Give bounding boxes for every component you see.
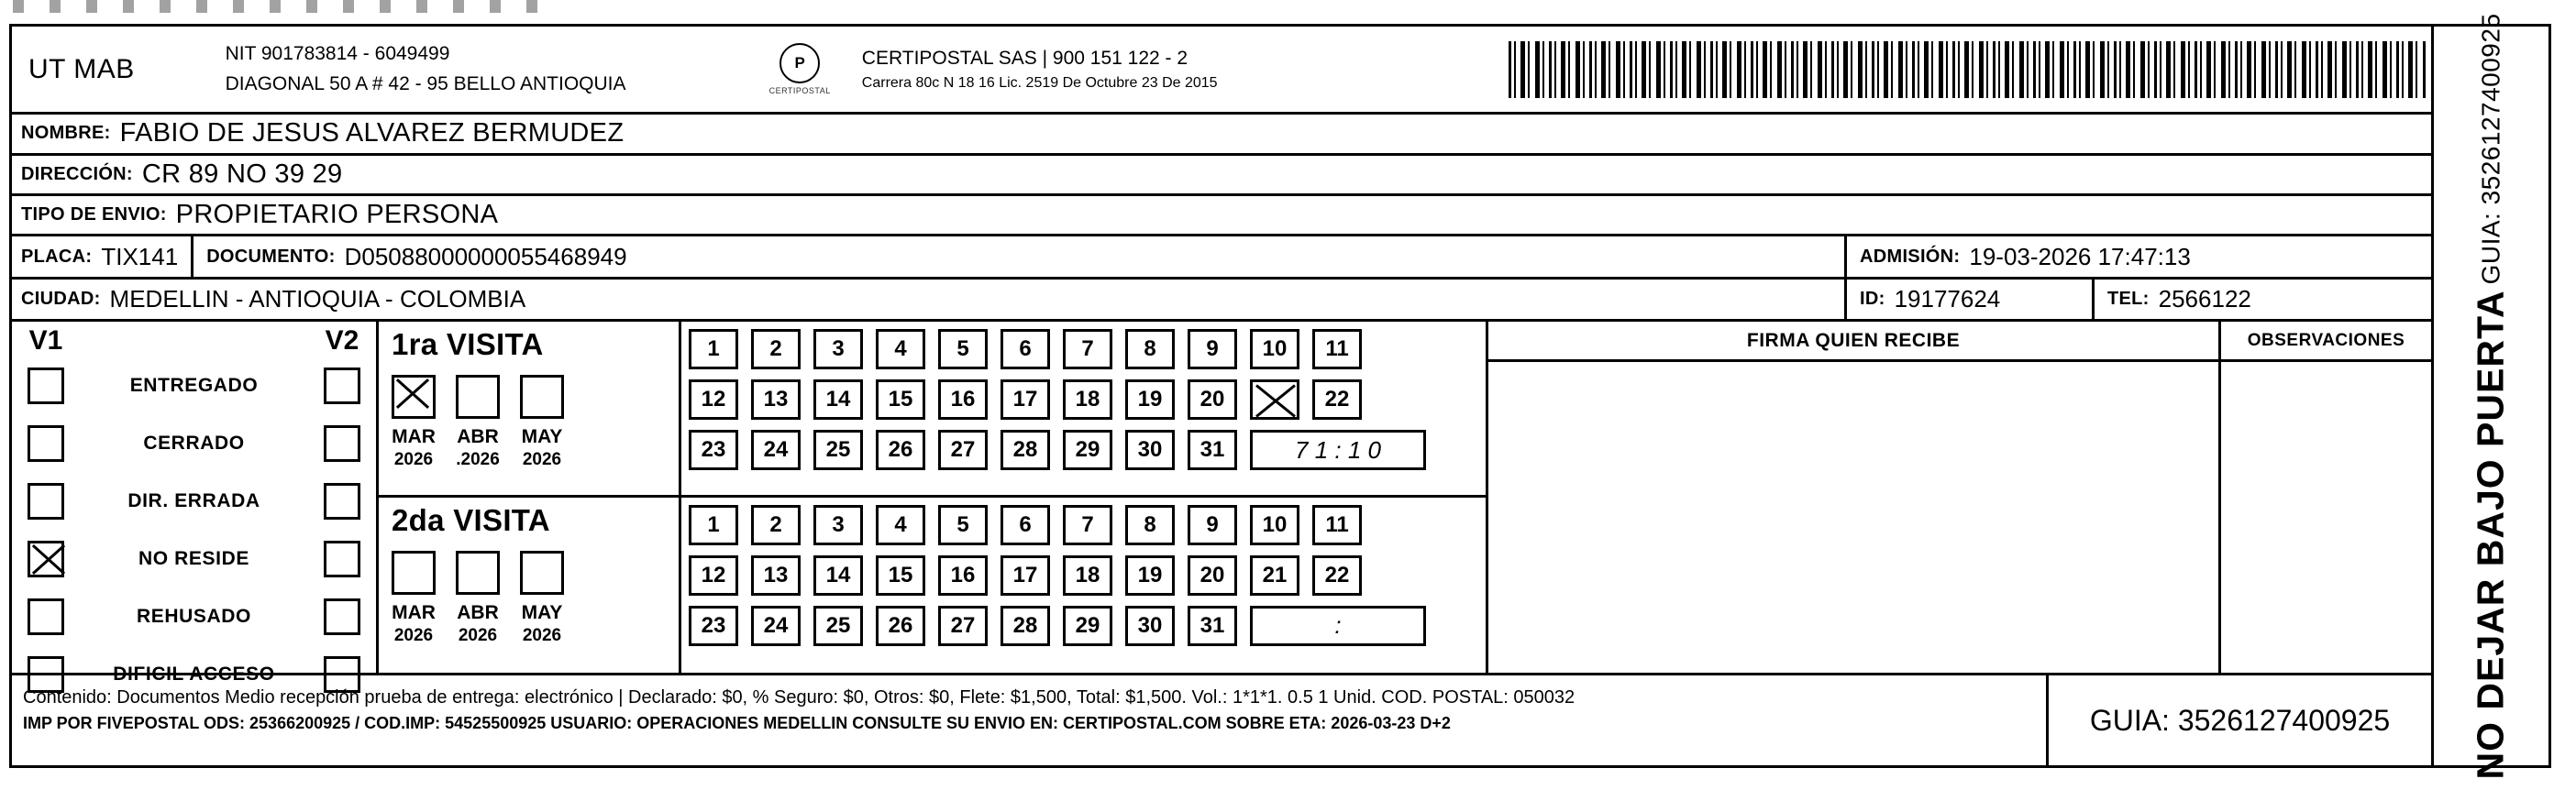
- day-cell[interactable]: 8: [1125, 329, 1175, 369]
- footer-content-line: Contenido: Documentos Medio recepción prueba de entrega: electrónico | Declarado: $0, % Seguro: $0, Otros: $0, Flete: $1,500, Total: $1,500. Vol.: 1*1*1. 0.5 1 Unid. COD. POSTAL: 050032: [23, 687, 1575, 708]
- status-label-no-reside: NO RESIDE: [138, 547, 249, 569]
- day-cell[interactable]: 31: [1188, 430, 1237, 470]
- row-placa-documento: [12, 236, 2431, 279]
- day-cell[interactable]: 24: [751, 430, 801, 470]
- visit1-month-mar: MAR: [392, 426, 436, 448]
- side-notice-strip: [2431, 12, 2548, 780]
- v1-header: V1: [28, 325, 63, 357]
- visit2-year-may: 2026: [522, 625, 562, 645]
- ciudad-value: MEDELLIN - ANTIOQUIA - COLOMBIA: [109, 284, 526, 313]
- signature-field[interactable]: [1488, 362, 2218, 673]
- day-cell[interactable]: 22: [1312, 555, 1362, 596]
- day-cell[interactable]: 15: [876, 379, 925, 420]
- visit-headers: [12, 325, 376, 357]
- status-row-cerrado: [12, 414, 376, 472]
- visit-column: [379, 322, 681, 673]
- id-cell: [1844, 280, 2092, 319]
- visit-2-month-names: [392, 602, 679, 624]
- certipostal-logo: [738, 43, 862, 95]
- day-cell[interactable]: 13: [751, 555, 801, 596]
- day-cell[interactable]: 9: [1188, 505, 1237, 545]
- row-direccion: [12, 156, 2431, 196]
- day-cell[interactable]: 23: [689, 606, 738, 646]
- visit2-year-abr: 2026: [458, 625, 498, 645]
- admision-value: 19-03-2026 17:47:13: [1969, 242, 2191, 270]
- ciudad-label: CIUDAD:: [21, 288, 101, 309]
- documento-value: D05088000000055468949: [344, 242, 627, 270]
- carrier-license: Carrera 80c N 18 16 Lic. 2519 De Octubre 23 De 2015: [861, 75, 1218, 92]
- company-address: [226, 39, 738, 99]
- status-label-dificil-acceso: DIFICIL ACCESO: [113, 663, 275, 685]
- slip-main-column: [12, 27, 2431, 765]
- day-cell[interactable]: 4: [876, 329, 925, 369]
- id-value: 19177624: [1894, 284, 2001, 313]
- observations-header: OBSERVACIONES: [2221, 322, 2431, 362]
- visit2-year-mar: 2026: [393, 625, 434, 645]
- checkbox-no-reside-v2[interactable]: [324, 541, 360, 577]
- day-cell[interactable]: 25: [813, 606, 863, 646]
- day-cell[interactable]: 20: [1188, 555, 1237, 596]
- tel-value: 2566122: [2158, 284, 2251, 313]
- visit-2-month-checkboxes: [392, 551, 679, 595]
- status-label-cerrado: CERRADO: [143, 432, 245, 454]
- day-cell[interactable]: 17: [1001, 555, 1050, 596]
- nombre-value: FABIO DE JESUS ALVAREZ BERMUDEZ: [119, 118, 625, 148]
- footer-text: [12, 675, 2046, 765]
- company-street: DIAGONAL 50 A # 42 - 95 BELLO ANTIOQUIA: [225, 72, 626, 94]
- barcode-icon: [1509, 41, 2426, 98]
- placa-value: TIX141: [101, 242, 179, 270]
- row-nombre: [12, 115, 2431, 155]
- day-cell[interactable]: 7: [1063, 329, 1112, 369]
- checkbox-no-reside-v1[interactable]: [28, 541, 64, 577]
- day-cell[interactable]: 29: [1063, 606, 1112, 646]
- day-cell[interactable]: 5: [938, 329, 988, 369]
- visit2-month-may: MAY: [521, 601, 563, 623]
- day-cell[interactable]: 28: [1001, 430, 1050, 470]
- day-cell[interactable]: 22: [1312, 379, 1362, 420]
- day-cell[interactable]: 7: [1063, 505, 1112, 545]
- tipo-value: PROPIETARIO PERSONA: [175, 200, 499, 230]
- day-cell[interactable]: 24: [751, 606, 801, 646]
- visit-block-2: [379, 498, 679, 674]
- status-label-entregado: ENTREGADO: [129, 374, 259, 396]
- day-cell[interactable]: 14: [813, 379, 863, 420]
- footer-imp-line: IMP POR FIVEPOSTAL ODS: 25366200925 / COD.IMP: 54525500925 USUARIO: OPERACIONES MEDELLIN CONSULTE SU ENVIO EN: CERTIPOSTAL.COM SOBRE ETA: 2026-03-23 D+2: [23, 714, 1451, 733]
- signature-observations-area: [1488, 322, 2431, 673]
- carrier-info: [862, 44, 1490, 95]
- day-cell[interactable]: 14: [813, 555, 863, 596]
- day-cell[interactable]: 6: [1001, 505, 1050, 545]
- day-cell[interactable]: 31: [1188, 606, 1237, 646]
- checkbox-visit1-abr[interactable]: [456, 375, 500, 419]
- day-cell[interactable]: 18: [1063, 555, 1112, 596]
- day-cell[interactable]: 10: [1250, 505, 1299, 545]
- placa-label: PLACA:: [21, 246, 93, 267]
- footer-guia: GUIA: 3526127400925: [2046, 675, 2431, 765]
- day-cell[interactable]: 16: [938, 379, 988, 420]
- day-cell[interactable]: 19: [1125, 379, 1175, 420]
- status-row-entregado: [12, 357, 376, 414]
- visit-2-time[interactable]: :: [1250, 606, 1426, 646]
- nombre-label: NOMBRE:: [21, 123, 111, 144]
- day-cell[interactable]: 10: [1250, 329, 1299, 369]
- status-label-rehusado: REHUSADO: [137, 605, 251, 627]
- day-cell[interactable]: 2: [751, 329, 801, 369]
- visit1-year-may: 2026: [522, 450, 562, 470]
- day-cell[interactable]: 13: [751, 379, 801, 420]
- day-cell[interactable]: 20: [1188, 379, 1237, 420]
- day-row: [689, 430, 1486, 470]
- day-cell[interactable]: 9: [1188, 329, 1237, 369]
- day-cell[interactable]: 2: [751, 505, 801, 545]
- checkbox-visit2-mar[interactable]: [392, 551, 436, 595]
- day-cell[interactable]: 23: [689, 430, 738, 470]
- scan-artifact: [13, 0, 563, 13]
- day-cell[interactable]: 29: [1063, 430, 1112, 470]
- day-row: [689, 606, 1486, 646]
- day-row: [689, 379, 1486, 420]
- day-cell[interactable]: 25: [813, 430, 863, 470]
- documento-label: DOCUMENTO:: [206, 246, 336, 267]
- admision-cell: [1844, 236, 2431, 276]
- day-cell[interactable]: 1: [689, 505, 738, 545]
- signature-column: [1488, 322, 2431, 673]
- slip-body: [12, 322, 2431, 685]
- days-grid-visit-1: [681, 322, 1486, 498]
- side-notice-main: NO DEJAR BAJO PUERTA: [2470, 289, 2513, 780]
- logo-circle-icon: P: [779, 43, 820, 83]
- observations-section: [2218, 322, 2431, 673]
- checkbox-visit2-abr[interactable]: [456, 551, 500, 595]
- checkbox-rehusado-v1[interactable]: [28, 598, 64, 635]
- days-grid-visit-2: [681, 498, 1486, 674]
- visit-1-month-years: [392, 450, 679, 470]
- visit1-year-abr: .2026: [456, 450, 500, 470]
- status-row-rehusado: [12, 587, 376, 645]
- checkbox-cerrado-v2[interactable]: [324, 425, 360, 462]
- checkbox-dificil-acceso-v1[interactable]: [28, 656, 64, 693]
- visit-1-month-names: [392, 426, 679, 448]
- checkbox-dir-errada-v2[interactable]: [324, 483, 360, 520]
- checkbox-cerrado-v1[interactable]: [28, 425, 64, 462]
- day-cell[interactable]: 21: [1250, 555, 1299, 596]
- visit-block-1: [379, 322, 679, 498]
- signature-section: [1488, 322, 2218, 673]
- day-cell[interactable]: 27: [938, 606, 988, 646]
- visit-1-title: 1ra VISITA: [392, 327, 544, 362]
- company-nit: NIT 901783814 - 6049499: [225, 42, 450, 64]
- checkbox-dir-errada-v1[interactable]: [28, 483, 64, 520]
- status-row-dir-errada: [12, 472, 376, 530]
- day-row: [689, 329, 1486, 369]
- row-ciudad: [12, 280, 2431, 322]
- day-cell[interactable]: 19: [1125, 555, 1175, 596]
- checkbox-visit2-may[interactable]: [520, 551, 564, 595]
- day-cell[interactable]: 27: [938, 430, 988, 470]
- visit2-month-abr: ABR: [457, 601, 499, 623]
- day-cell[interactable]: 30: [1125, 606, 1175, 646]
- visit-1-time[interactable]: 7 1 : 1 0: [1250, 430, 1426, 470]
- day-cell[interactable]: 6: [1001, 329, 1050, 369]
- v2-header: V2: [325, 325, 359, 357]
- status-column: [12, 322, 379, 685]
- day-cell[interactable]: 17: [1001, 379, 1050, 420]
- day-cell[interactable]: 16: [938, 555, 988, 596]
- day-cell[interactable]: 18: [1063, 379, 1112, 420]
- day-cell[interactable]: 15: [876, 555, 925, 596]
- slip-header: [12, 27, 2431, 115]
- visit-1-month-checkboxes: [392, 375, 679, 419]
- direccion-label: DIRECCIÓN:: [21, 163, 133, 184]
- tel-cell: [2092, 280, 2431, 319]
- visit1-month-abr: ABR: [457, 426, 499, 448]
- status-row-no-reside: [12, 530, 376, 587]
- row-tipo-envio: [12, 196, 2431, 236]
- day-cell[interactable]: 11: [1312, 329, 1362, 369]
- checkbox-visit1-mar[interactable]: [392, 375, 436, 419]
- admision-label: ADMISIÓN:: [1860, 246, 1961, 267]
- day-cell[interactable]: 3: [813, 329, 863, 369]
- delivery-slip: [9, 12, 2551, 780]
- day-cell[interactable]: 11: [1312, 505, 1362, 545]
- documento-cell: [191, 236, 1844, 276]
- visit1-year-mar: 2026: [393, 450, 434, 470]
- checkbox-dificil-acceso-v2[interactable]: [324, 656, 360, 693]
- day-cell[interactable]: 26: [876, 430, 925, 470]
- observations-field[interactable]: [2221, 362, 2431, 673]
- day-cell[interactable]: 30: [1125, 430, 1175, 470]
- id-label: ID:: [1860, 288, 1885, 309]
- visit2-month-mar: MAR: [392, 601, 436, 623]
- visit-2-month-years: [392, 626, 679, 646]
- day-cell[interactable]: 12: [689, 379, 738, 420]
- days-column: [681, 322, 1488, 673]
- status-label-dir-errada: DIR. ERRADA: [127, 489, 260, 511]
- checkbox-entregado-v1[interactable]: [28, 368, 64, 404]
- visit1-month-may: MAY: [521, 426, 563, 448]
- direccion-value: CR 89 NO 39 29: [141, 159, 343, 189]
- visit-2-title: 2da VISITA: [392, 502, 550, 537]
- day-cell[interactable]: 12: [689, 555, 738, 596]
- tel-label: TEL:: [2107, 288, 2150, 309]
- day-cell[interactable]: 8: [1125, 505, 1175, 545]
- day-cell[interactable]: 28: [1001, 606, 1050, 646]
- day-cell[interactable]: 26: [876, 606, 925, 646]
- checkbox-visit1-may[interactable]: [520, 375, 564, 419]
- checkbox-entregado-v2[interactable]: [324, 368, 360, 404]
- slip-footer: [12, 675, 2431, 765]
- barcode-area: [1490, 41, 2426, 98]
- day-cell[interactable]: 5: [938, 505, 988, 545]
- day-row: [689, 555, 1486, 596]
- day-row: [689, 505, 1486, 545]
- side-notice-inner: [2470, 13, 2513, 779]
- day-cell[interactable]: 1: [689, 329, 738, 369]
- day-cell[interactable]: 3: [813, 505, 863, 545]
- signature-header: FIRMA QUIEN RECIBE: [1488, 322, 2218, 362]
- company-ut-label: UT MAB: [28, 53, 135, 84]
- logo-caption: CERTIPOSTAL: [768, 86, 831, 96]
- side-notice-guia: GUIA: 3526127400925: [2476, 12, 2505, 284]
- day-cell-marked[interactable]: [1250, 379, 1299, 420]
- day-cell[interactable]: 4: [876, 505, 925, 545]
- tipo-label: TIPO DE ENVIO:: [21, 204, 167, 225]
- carrier-name: CERTIPOSTAL SAS | 900 151 122 - 2: [861, 47, 1188, 69]
- checkbox-rehusado-v2[interactable]: [324, 598, 360, 635]
